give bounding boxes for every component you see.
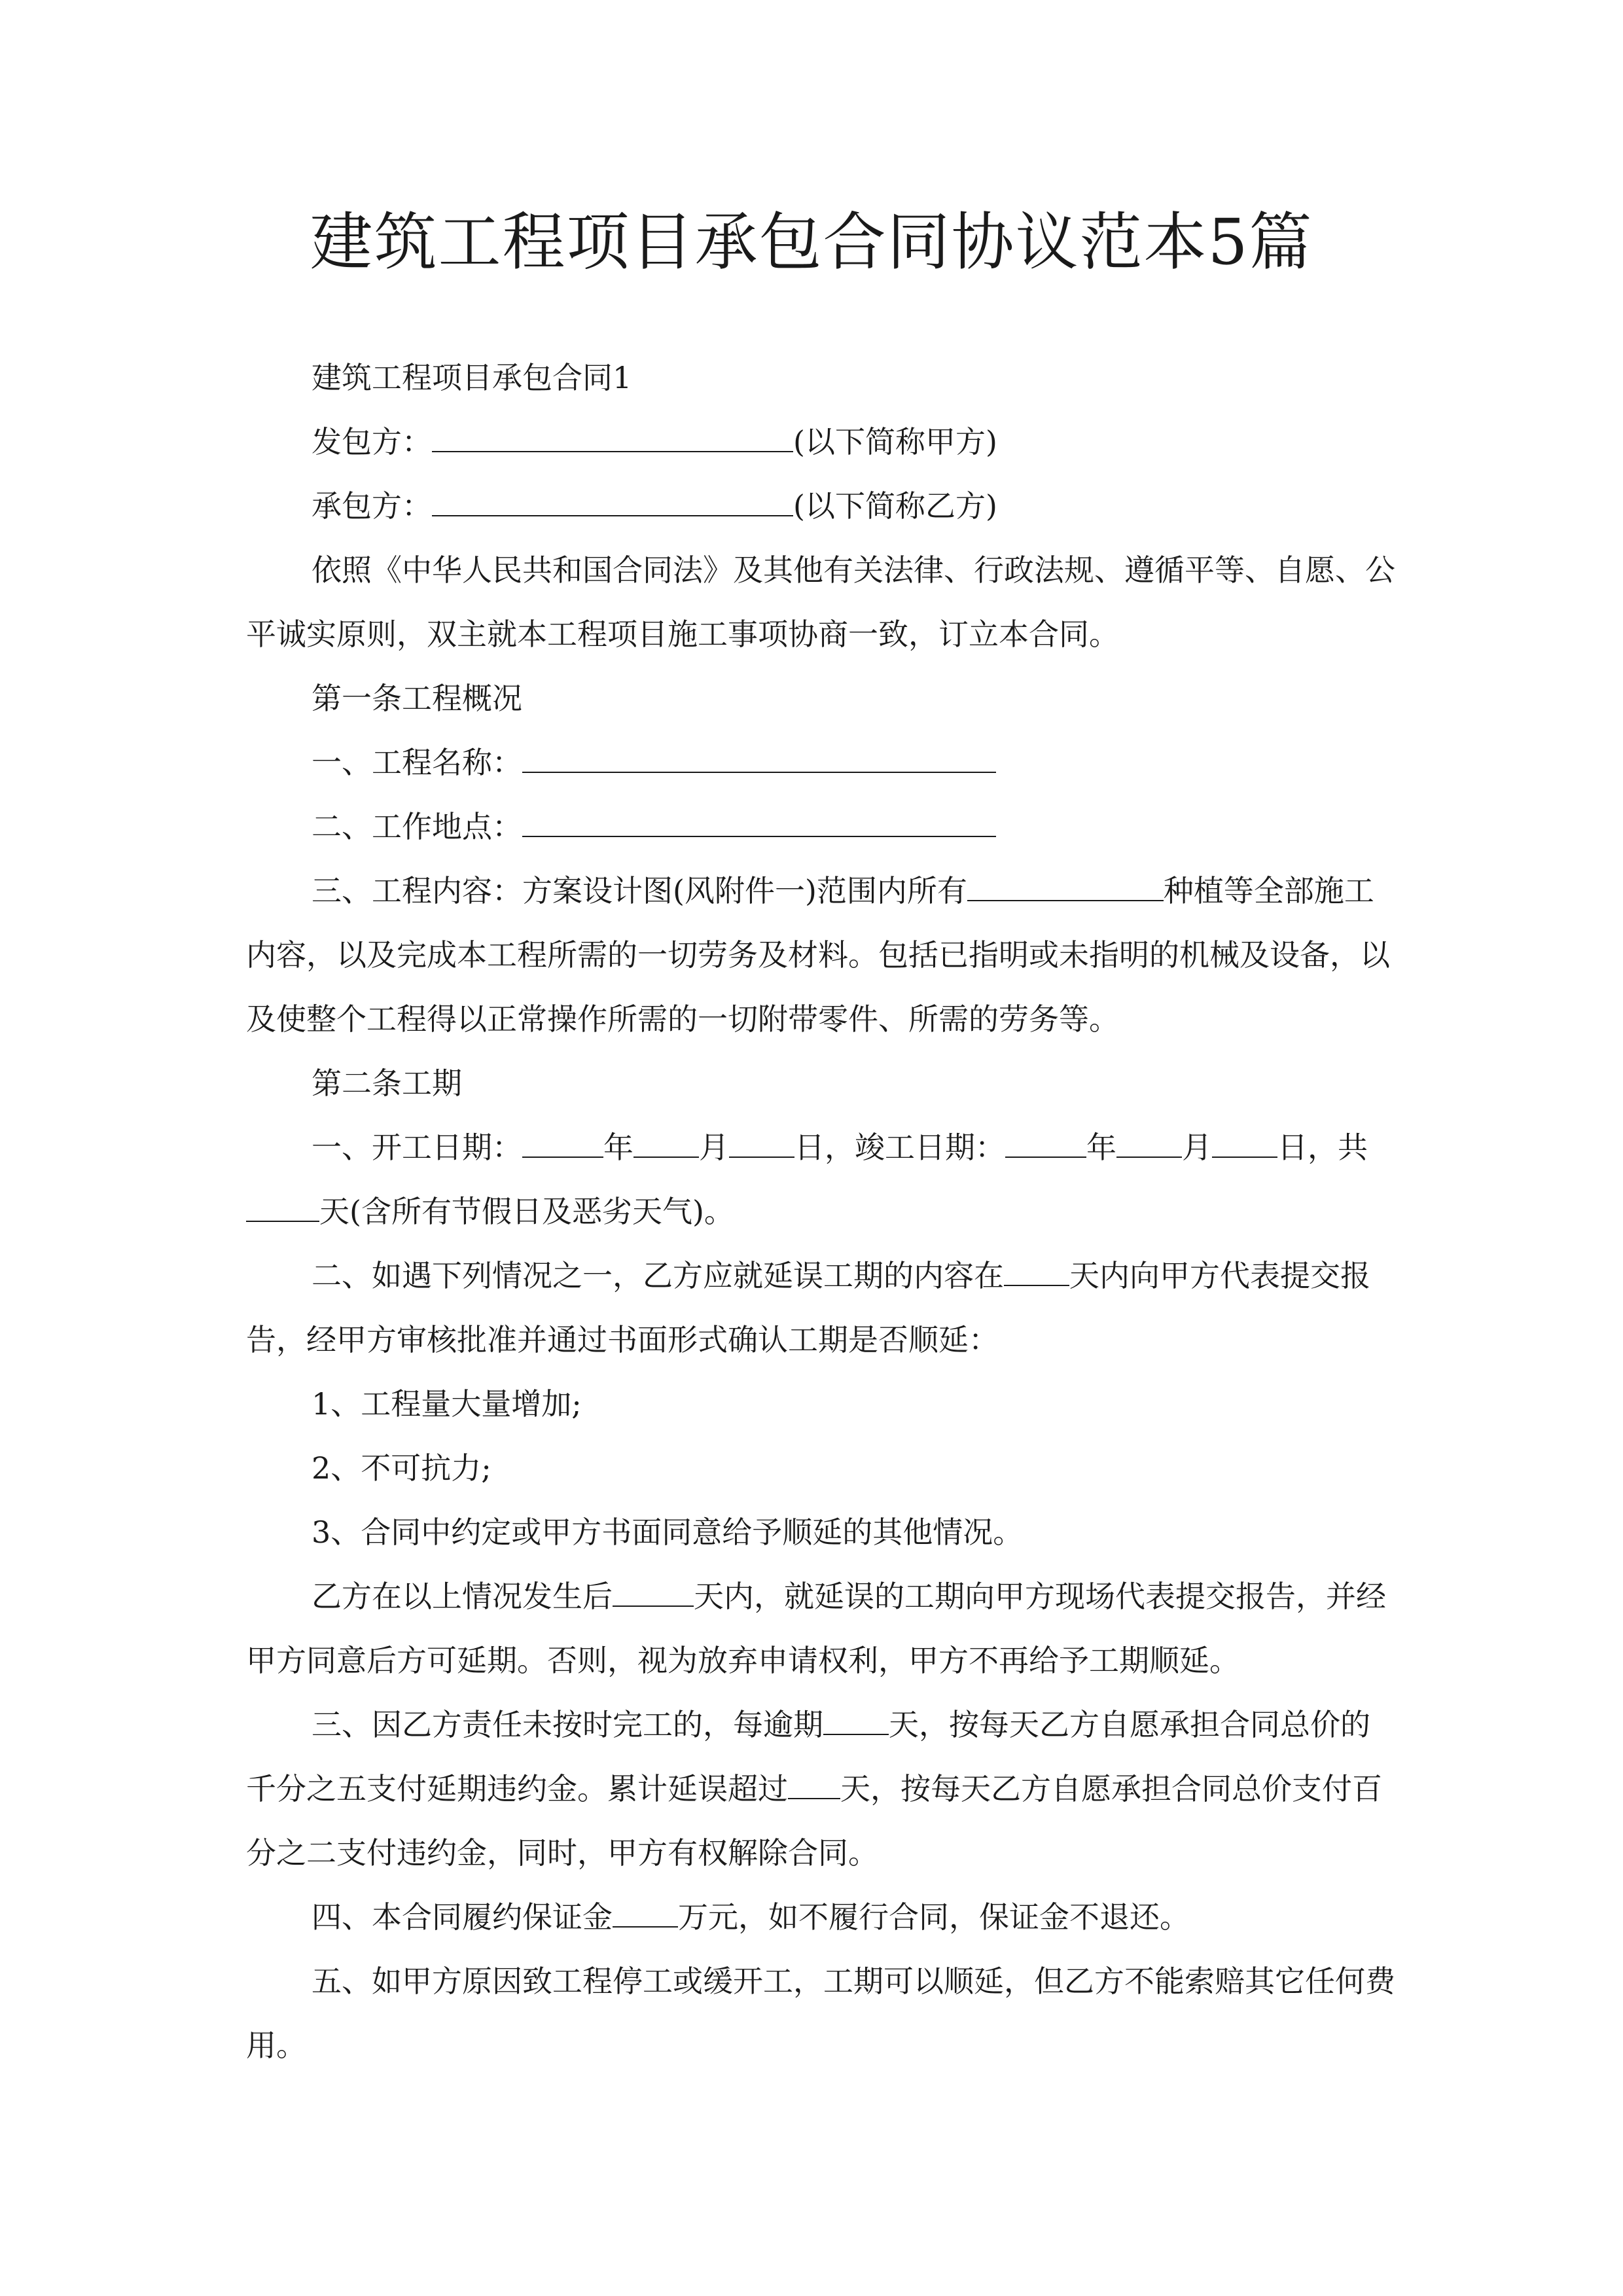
start-month-blank	[633, 1122, 699, 1158]
end-month-unit: 月	[1182, 1130, 1212, 1165]
project-content-paragraph	[246, 859, 1398, 1051]
document-body	[246, 346, 1398, 2077]
start-day-blank	[729, 1122, 794, 1158]
end-date-label: 竣工日期：	[855, 1130, 1005, 1165]
party-a-line	[246, 410, 1398, 474]
end-month-blank	[1116, 1122, 1182, 1158]
project-name-blank	[522, 738, 996, 773]
deposit-amount-blank	[613, 1892, 678, 1928]
project-content-blank	[967, 866, 1164, 901]
total-days-suffix: 天(含所有节假日及恶劣天气)。	[319, 1194, 734, 1229]
penalty-prefix: 三、因乙方责任未按时完工的，每逾期	[312, 1707, 823, 1742]
party-a-label: 发包方：	[312, 424, 432, 459]
delay-suffix: 天内向甲方代表提交报告，经甲方审核批准并通过书面形式确认工期是否顺延：	[246, 1258, 1370, 1357]
total-days-blank	[246, 1187, 319, 1222]
start-year-unit: 年	[603, 1130, 633, 1165]
section-title: 建筑工程项目承包合同1	[312, 360, 632, 395]
delay-days-blank	[1004, 1251, 1069, 1286]
case-item-1: 1、工程量大量增加;	[312, 1386, 582, 1422]
end-year-blank	[1005, 1122, 1086, 1158]
report-paragraph	[246, 1564, 1398, 1693]
penalty-cumulative-blank	[788, 1764, 840, 1799]
end-day-unit: 日，	[1277, 1130, 1338, 1165]
deposit-paragraph	[246, 1885, 1398, 1949]
start-year-blank	[522, 1122, 603, 1158]
party-a-blank	[432, 417, 793, 452]
penalty-overdue-blank	[823, 1700, 889, 1735]
project-name-label: 一、工程名称：	[312, 745, 522, 780]
deposit-suffix: 万元，如不履行合同，保证金不退还。	[678, 1899, 1190, 1935]
stoppage-paragraph: 五、如甲方原因致工程停工或缓开工，工期可以顺延，但乙方不能索赔其它任何费用。	[246, 1964, 1395, 2063]
intro-paragraph: 依照《中华人民共和国合同法》及其他有关法律、行政法规、遵循平等、自愿、公平诚实原则，双主就本工程项目施工事项协商一致，订立本合同。	[246, 552, 1395, 652]
article2-title: 第二条工期	[312, 1066, 462, 1101]
party-b-blank	[432, 481, 793, 516]
deposit-prefix: 四、本合同履约保证金	[312, 1899, 613, 1935]
report-suffix: 天内，就延误的工期向甲方现场代表提交报告，并经甲方同意后方可延期。否则，视为放弃申请权利，甲方不再给予工期顺延。	[246, 1579, 1386, 1678]
report-prefix: 乙方在以上情况发生后	[312, 1579, 613, 1614]
work-location-blank	[522, 802, 996, 837]
party-b-suffix: (以下简称乙方)	[793, 488, 997, 524]
document-title: 建筑工程项目承包合同协议范本5篇	[310, 206, 1313, 279]
work-location-label: 二、工作地点：	[312, 809, 522, 844]
start-day-unit: 日，	[794, 1130, 855, 1165]
case-item-3: 3、合同中约定或甲方书面同意给予顺延的其他情况。	[312, 1515, 1024, 1550]
delay-paragraph	[246, 1244, 1398, 1372]
end-year-unit: 年	[1086, 1130, 1116, 1165]
work-location-line	[246, 795, 1398, 859]
party-b-label: 承包方：	[312, 488, 432, 524]
party-a-suffix: (以下简称甲方)	[793, 424, 997, 459]
penalty-paragraph	[246, 1693, 1398, 1885]
case-item-2: 2、不可抗力;	[312, 1450, 491, 1486]
party-b-line	[246, 474, 1398, 538]
total-days-prefix: 共	[1338, 1130, 1368, 1165]
start-month-unit: 月	[699, 1130, 729, 1165]
article1-title: 第一条工程概况	[312, 681, 522, 716]
project-content-prefix: 三、工程内容：方案设计图(风附件一)范围内所有	[312, 873, 967, 908]
report-days-blank	[613, 1571, 694, 1607]
penalty-mid: 天，按每天乙方自愿承担合同总价的千分之五支付延期违约金。累计延误超过	[246, 1707, 1370, 1806]
start-date-label: 一、开工日期：	[312, 1130, 522, 1165]
project-content-suffix: 种植等全部施工内容，以及完成本工程所需的一切劳务及材料。包括已指明或未指明的机械及设备，以及使整个工程得以正常操作所需的一切附带零件、所需的劳务等。	[246, 873, 1390, 1037]
delay-prefix: 二、如遇下列情况之一，乙方应就延误工期的内容在	[312, 1258, 1004, 1293]
penalty-suffix: 天，按每天乙方自愿承担合同总价支付百分之二支付违约金，同时，甲方有权解除合同。	[246, 1771, 1382, 1871]
end-day-blank	[1212, 1122, 1277, 1158]
schedule-paragraph	[246, 1115, 1398, 1244]
project-name-line	[246, 730, 1398, 795]
